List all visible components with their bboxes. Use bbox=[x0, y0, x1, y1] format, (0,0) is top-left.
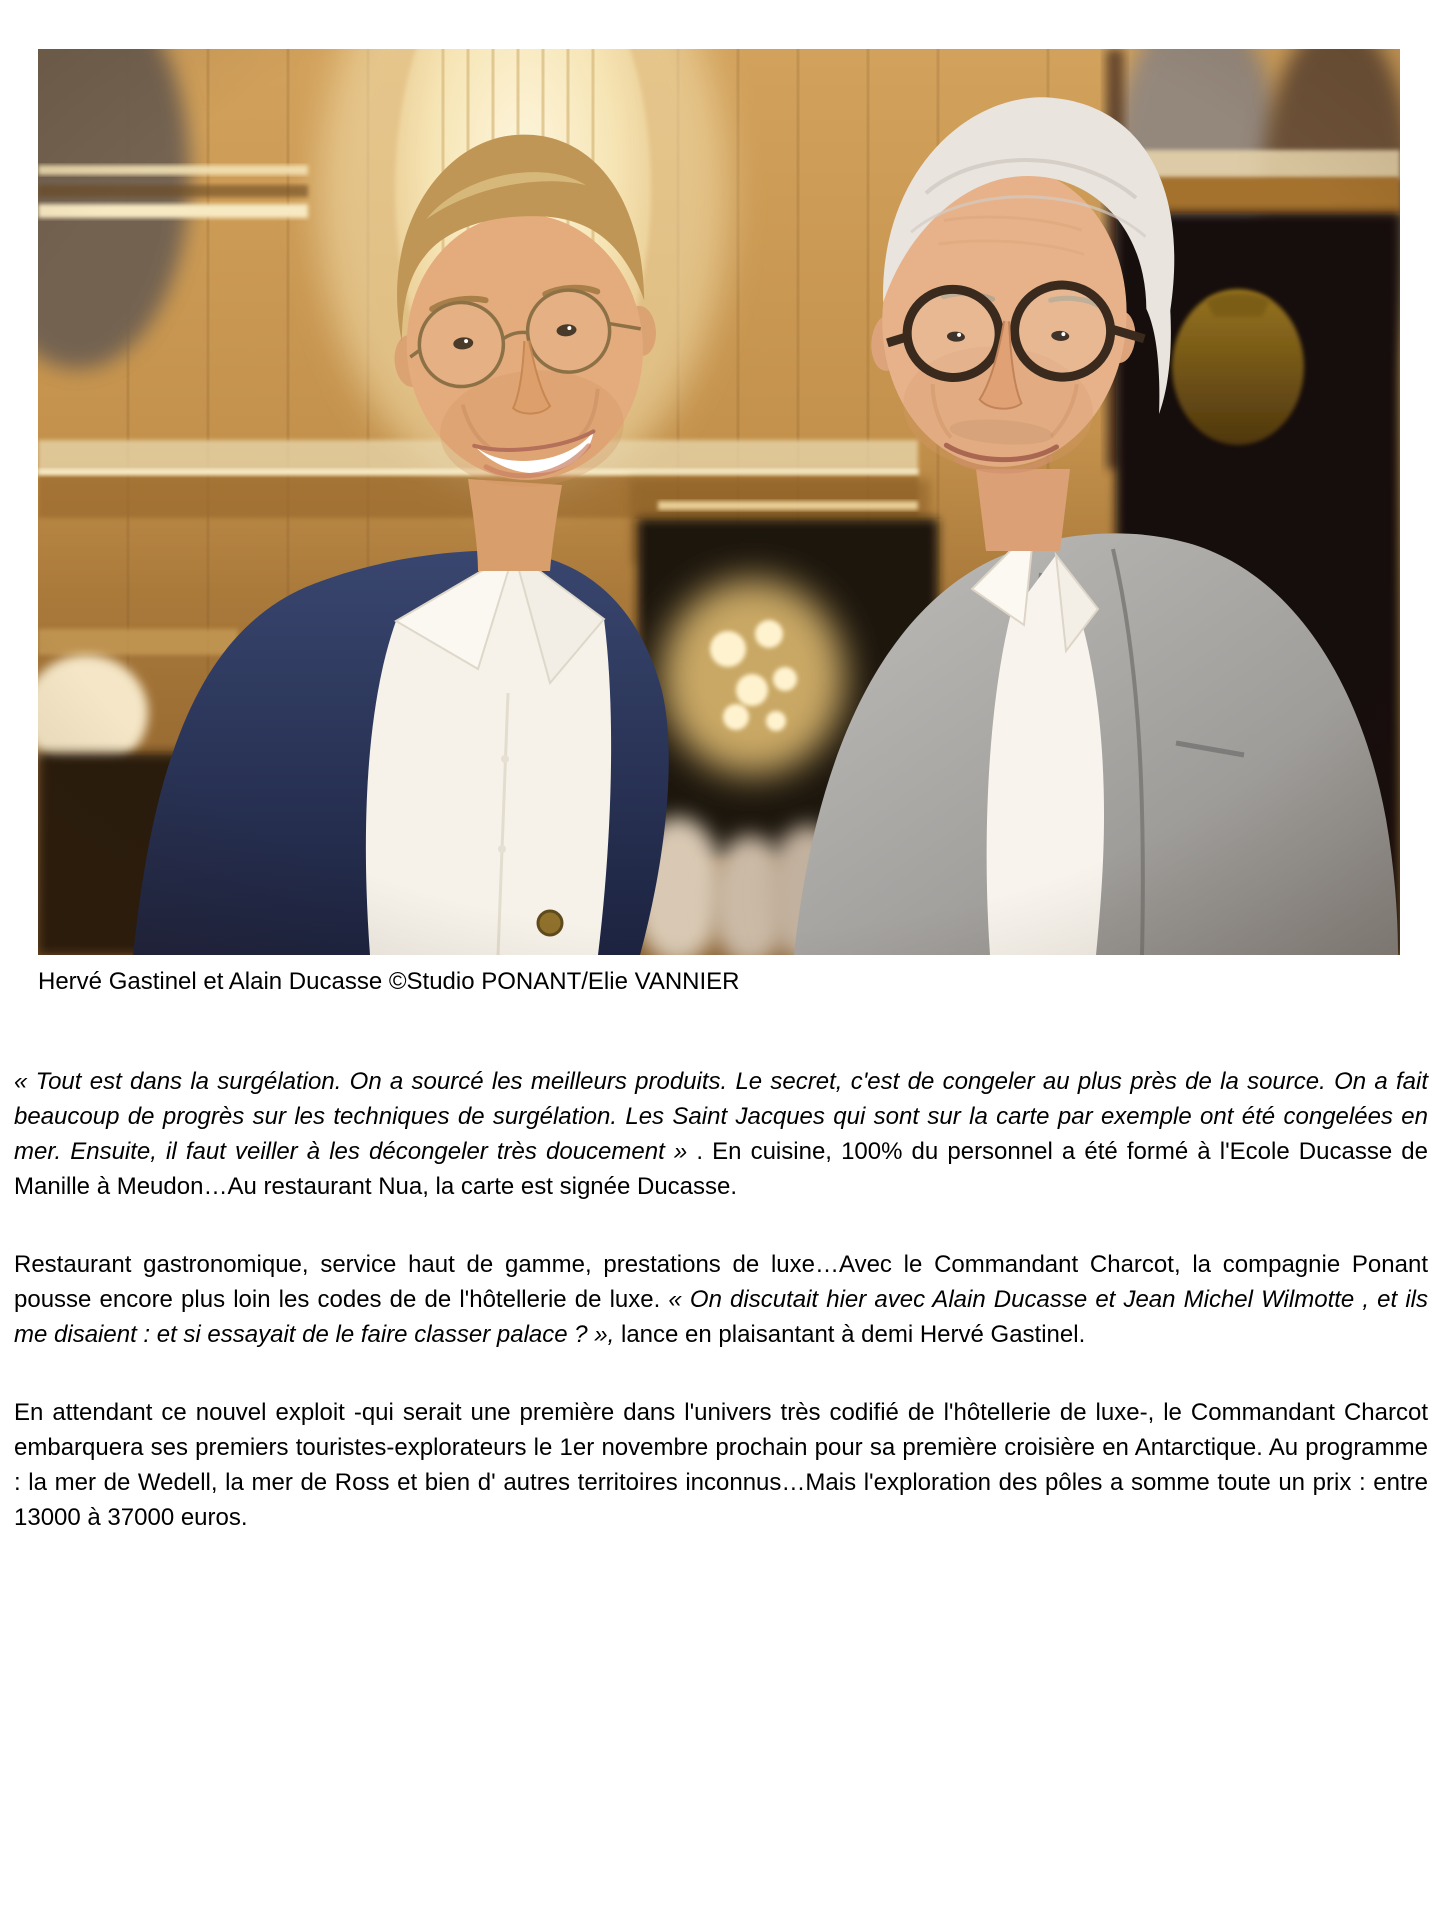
photo-illustration bbox=[38, 49, 1400, 955]
text-run: Restaurant gastronomique, service haut de gamme, prestations de luxe…Avec le Commandant Charcot, la compagnie Ponant pousse encore plus loin les codes de de l'hôtellerie de luxe. bbox=[14, 1251, 1428, 1313]
text-run: lance en plaisantant à demi Hervé Gastinel. bbox=[620, 1321, 1086, 1348]
article-paragraph bbox=[14, 1395, 1428, 1535]
article-paragraph bbox=[14, 1064, 1428, 1204]
text-run: En attendant ce nouvel exploit -qui serait une première dans l'univers très codifié de l'hôtellerie de luxe-, le Commandant Charcot embarquera ses premiers touristes-explorateurs le 1er novembre prochain pour sa première croisière en Antarctique. Au programme : la mer de Wedell, la mer de Ross et bien d' autres territoires inconnus…Mais l'exploration des pôles a somme toute un prix : entre 13000 à 37000 euros. bbox=[14, 1399, 1428, 1531]
article-paragraph bbox=[14, 1247, 1428, 1352]
text-run: . En cuisine, 100% du personnel a été formé à l'Ecole Ducasse de Manille à Meudon…Au restaurant Nua, la carte est signée Ducasse. bbox=[14, 1138, 1428, 1200]
article-body bbox=[14, 1064, 1428, 1578]
quote-run: « Tout est dans la surgélation. On a sourcé les meilleurs produits. Le secret, c'est de congeler au plus près de la source. On a fait beaucoup de progrès sur les techniques de surgélation. Les Saint Jacques qui sont sur la carte par exemple ont été congelées en mer. Ensuite, il faut veiller à les décongeler très doucement » bbox=[14, 1068, 1428, 1165]
article-photo bbox=[38, 49, 1400, 955]
photo-caption: Hervé Gastinel et Alain Ducasse ©Studio PONANT/Elie VANNIER bbox=[38, 968, 740, 995]
quote-run: « On discutait hier avec Alain Ducasse et Jean Michel Wilmotte , et ils me disaient : et si essayait de le faire classer palace ? », bbox=[14, 1286, 1428, 1348]
